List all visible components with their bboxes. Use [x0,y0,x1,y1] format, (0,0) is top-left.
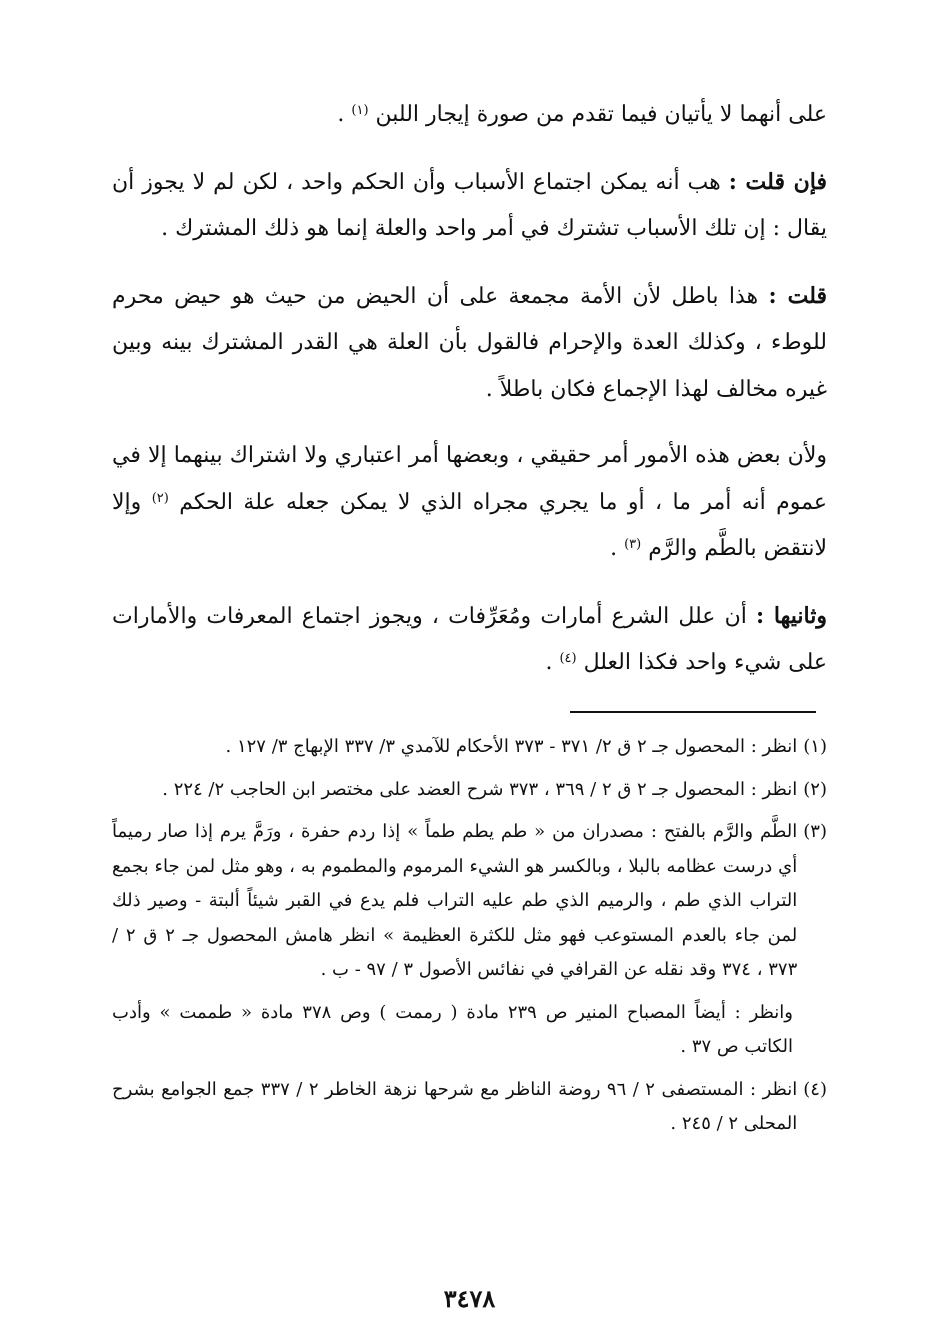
main-text [112,92,827,687]
paragraph-1: على أنهما لا يأتيان فيما تقدم من صورة إيجار اللبن $^{(١)}$ . [337,102,827,127]
footnote-text: انظر : المستصفى ٢ / ٩٦ روضة الناظر مع شرحها نزهة الخاطر ٢ / ٣٣٧ جمع الجوامع بشرح المحلى ٢ / ٢٤٥ . [112,1078,798,1134]
paragraph-lead: قلت : [768,282,828,309]
footnote-text: الطَّم والرَّم بالفتح : مصدران من « طم يطم طماً » إذا ردم حفرة ، ورَمَّ يرم إذا صار رميماً أي درست عظامه بالبلا ، وبالكسر هو الشيء المرموم والمطموم به ، وهو مثل لمن جاء بجمع التراب الذي طم ، والرميم الذي طم عليه التراب فلم يدع في القبر شيئاً ألبتة - وصير ذلك لمن جاء بالعدم المستوعب فهو مثل للكثرة العظيمة » انظر هامش المحصول جـ ٢ ق ٢ / ٣٧٣ ، ٣٧٤ وقد نقله عن القرافي في نفائس الأصول ٣ / ٩٧ - ب . [112,821,798,980]
footnote-3 [112,815,827,988]
footnote-ref-3[interactable]: (٣) [624,537,642,552]
paragraph-4: ولأن بعض هذه الأمور أمر حقيقي ، وبعضها أمر اعتباري ولا اشتراك بينهما إلا في عموم أنه أمر ما ، أو ما يجري مجراه الذي لا يمكن جعله علة الحكم $^{(٢)}$ وإلا لانتقض بالطَّم والرَّم $^{(٣)}$ . [112,443,827,561]
footnote-text: انظر : المحصول جـ ٢ ق ٢/ ٣٧١ - ٣٧٣ الأحكام للآمدي ٣/ ٣٣٧ الإبهاج ٣/ ١٢٧ . [225,736,798,757]
footnotes [112,730,827,1150]
footnote-ref-4[interactable]: (٤) [559,651,577,666]
footnote-3-continued: وانظر : أيضاً المصباح المنير ص ٢٣٩ مادة ( رممت ) وص ٣٧٨ مادة « طممت » وأدب الكاتب ص ٣٧ . [112,1001,793,1057]
footnote-number: (١) [803,736,827,757]
footnote-4 [112,1073,827,1142]
page-number: ٣٤٧٨ [443,1284,496,1313]
paragraph-lead: فإن قلت : [728,168,827,195]
footnote-number: (٣) [803,821,827,842]
paragraph-lead: وثانيها : [756,602,827,629]
footnote-number: (٢) [803,778,827,800]
footnote-1 [112,730,827,765]
footnote-number: (٤) [803,1078,827,1100]
footnote-ref-2[interactable]: (٢) [151,490,169,506]
footnote-2 [112,773,827,808]
footnote-text: انظر : المحصول جـ ٢ ق ٢ / ٣٦٩ ، ٣٧٣ شرح العضد على مختصر ابن الحاجب ٢/ ٢٢٤ . [162,778,798,800]
footnote-ref-1[interactable]: (١) [351,103,369,118]
paragraph-3: قلت : هذا باطل لأن الأمة مجمعة على أن الحيض من حيث هو حيض محرم للوطء ، وكذلك العدة والإحرام فالقول بأن العلة هي القدر المشترك بينه وبين غيره مخالف لهذا الإجماع فكان باطلاً . [112,282,828,402]
footnote-divider [570,711,816,713]
paragraph-2: فإن قلت : هب أنه يمكن اجتماع الأسباب وأن الحكم واحد ، لكن لم لا يجوز أن يقال : إن تلك الأسباب تشترك في أمر واحد والعلة إنما هو ذلك المشترك . [112,168,827,241]
paragraph-5: وثانيها : أن علل الشرع أمارات ومُعَرِّفات ، ويجوز اجتماع المعرفات والأمارات على شيء واحد فكذا العلل $^{(٤)}$ . [112,602,827,675]
